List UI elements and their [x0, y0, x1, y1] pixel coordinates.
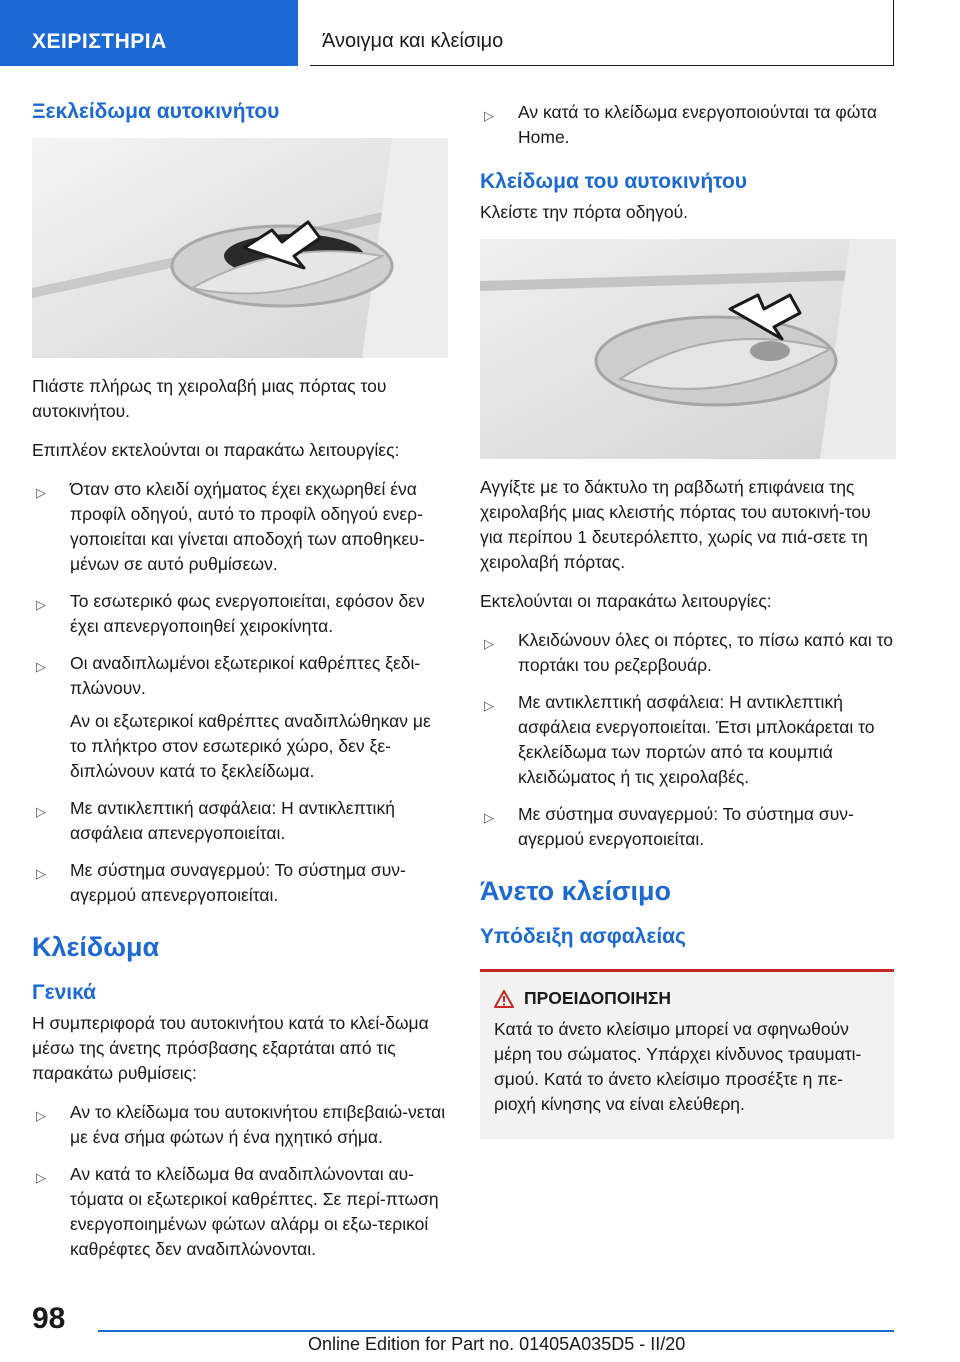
warning-box — [480, 969, 894, 1139]
triangle-bullet-icon: ▷ — [484, 108, 494, 123]
triangle-bullet-icon: ▷ — [484, 810, 494, 825]
home-lights-bullet-list — [480, 100, 896, 150]
triangle-bullet-icon: ▷ — [36, 1108, 46, 1123]
lock-car-bullet-list — [480, 628, 896, 852]
lock-car-heading: Κλείδωμα του αυτοκινήτου — [480, 170, 748, 193]
triangle-bullet-icon: ▷ — [484, 698, 494, 713]
door-handle-unlock-image — [32, 138, 448, 358]
comfort-close-heading: Άνετο κλείσιμο — [480, 876, 671, 906]
general-bullet-list — [32, 1100, 448, 1262]
list-item: ▷ Με σύστημα συναγερμού: Το σύστημα συν-αγερμού ενεργοποιείται. — [484, 804, 854, 849]
page-number: 98 — [32, 1302, 66, 1335]
list-item: ▷ Το εσωτερικό φως ενεργοποιείται, εφόσον δεν έχει απενεργοποιηθεί χειροκίνητα. — [36, 591, 425, 636]
general-para: Η συμπεριφορά του αυτοκινήτου κατά το κλεί-δωμα μέσω της άνετης πρόσβασης εξαρτάται από τις παρακάτω ρυθμίσεις: — [32, 1013, 429, 1083]
triangle-bullet-icon: ▷ — [36, 1170, 46, 1185]
list-item: ▷ Με αντικλεπτική ασφάλεια: Η αντικλεπτική ασφάλεια απενεργοποιείται. — [36, 798, 395, 843]
edition-text: Online Edition for Part no. 01405A035D5 - II/20 — [308, 1334, 686, 1354]
door-handle-lock-image — [480, 239, 896, 459]
warning-title: ΠΡΟΕΙΔΟΠΟΙΗΣΗ — [524, 988, 882, 1009]
lock-car-para-touch: Αγγίξτε με το δάκτυλο τη ραβδωτή επιφάνεια της χειρολαβής μιας κλειστής πόρτας του αυτοκινή-του για περίπου 1 δευτερόλεπτο, χωρίς να πιά-σετε τη χειρολαβή πόρτας. — [480, 477, 871, 572]
list-item: ▷ Με αντικλεπτική ασφάλεια: Η αντικλεπτική ασφάλεια ενεργοποιείται. Έτσι μπλοκάρεται το ξεκλείδωμα των πορτών από τα κουμπιά κλειδώματος ή τις χειρολαβές. — [484, 692, 875, 787]
lock-car-para-functions: Εκτελούνται οι παρακάτω λειτουργίες: — [480, 591, 772, 611]
list-item: ▷ Αν το κλείδωμα του αυτοκινήτου επιβεβαιώ-νεται με ένα σήμα φώτων ή ένα ηχητικό σήμα. — [36, 1102, 446, 1147]
list-item: ▷ Με σύστημα συναγερμού: Το σύστημα συν-αγερμού απενεργοποιείται. — [36, 860, 406, 905]
list-item: ▷ Αν κατά το κλείδωμα θα αναδιπλώνονται αυ-τόματα οι εξωτερικοί καθρέπτες. Σε περί-πτωση ενεργοποιημένων φώτων αλάρμ οι εξω-τερικοί καθρέφτες δεν αναδιπλώνονται. — [36, 1164, 439, 1259]
list-item: ▷ Αν κατά το κλείδωμα ενεργοποιούνται τα φώτα Home. — [484, 102, 877, 147]
unlock-heading: Ξεκλείδωμα αυτοκινήτου — [32, 100, 280, 123]
left-column — [32, 100, 448, 1276]
triangle-bullet-icon: ▷ — [36, 659, 46, 674]
general-heading: Γενικά — [32, 981, 97, 1004]
unlock-para-functions: Επιπλέον εκτελούνται οι παρακάτω λειτουργίες: — [32, 440, 400, 460]
triangle-bullet-icon: ▷ — [36, 866, 46, 881]
lock-car-para-close: Κλείστε την πόρτα οδηγού. — [480, 202, 689, 222]
footer-divider — [98, 1330, 894, 1332]
lock-heading: Κλείδωμα — [32, 932, 160, 962]
unlock-para-grip: Πιάστε πλήρως τη χειρολαβή μιας πόρτας του αυτοκινήτου. — [32, 376, 387, 421]
section-tab: ΧΕΙΡΙΣΤΗΡΙΑ — [0, 0, 298, 66]
list-item: ▷ Οι αναδιπλωμένοι εξωτερικοί καθρέπτες ξεδι-πλώνουν. Αν οι εξωτερικοί καθρέπτες αναδιπλώθηκαν με το πλήκτρο στον εσωτερικό χώρο, δεν ξε-διπλώνουν κατά το ξεκλείδωμα. — [32, 651, 448, 784]
unlock-bullet-list — [32, 477, 448, 908]
mirror-note: Αν οι εξωτερικοί καθρέπτες αναδιπλώθηκαν με το πλήκτρο στον εσωτερικό χώρο, δεν ξε-διπλώνουν κατά το ξεκλείδωμα. — [70, 711, 431, 781]
warning-triangle-icon — [494, 990, 514, 1008]
safety-note-heading: Υπόδειξη ασφαλείας — [480, 925, 686, 948]
triangle-bullet-icon: ▷ — [36, 485, 46, 500]
triangle-bullet-icon: ▷ — [36, 804, 46, 819]
list-item: ▷ Όταν στο κλειδί οχήματος έχει εκχωρηθεί ένα προφίλ οδηγού, αυτό το προφίλ οδηγού ενερ-γοποιείται και γίνεται αποδοχή των αποθηκευ-μένων σε αυτό ρυθμίσεων. — [36, 479, 425, 574]
chapter-title: Άνοιγμα και κλείσιμο — [310, 0, 894, 66]
triangle-bullet-icon: ▷ — [36, 597, 46, 612]
page-header — [0, 0, 960, 66]
triangle-bullet-icon: ▷ — [484, 636, 494, 651]
list-item: ▷ Κλειδώνουν όλες οι πόρτες, το πίσω καπό και το πορτάκι του ρεζερβουάρ. — [484, 630, 893, 675]
warning-text: Κατά το άνετο κλείσιμο μπορεί να σφηνωθούν μέρη του σώματος. Υπάρχει κίνδυνος τραυματι-σμού. Κατά το άνετο κλείσιμο προσέξτε η πε-ριοχή κίνησης να είναι ελεύθερη. — [494, 1019, 862, 1114]
right-column — [480, 100, 896, 1139]
